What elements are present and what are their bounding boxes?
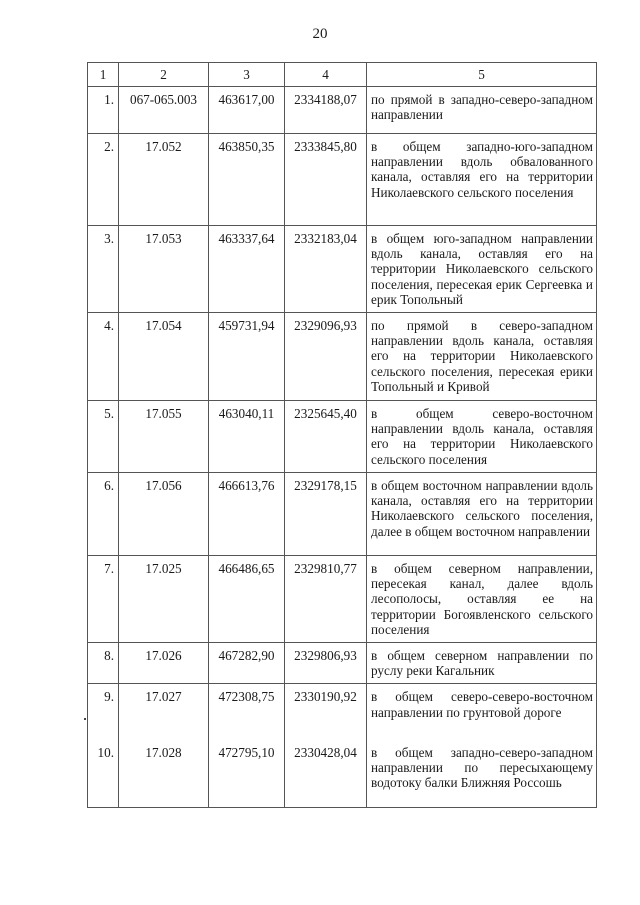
row-number: 3.	[88, 226, 119, 313]
point-code: 067-065.003	[119, 87, 209, 134]
table-row	[88, 556, 597, 643]
row-number: 8.	[88, 643, 119, 684]
header-cell-4: 4	[285, 63, 367, 87]
route-description: по прямой в северо-западном направлении вдоль канала, оставляя его на территории Николаевского сельского поселения, пересекая ерики Топольный и Кривой	[367, 313, 597, 401]
route-description: в общем северном направлении, пересекая канал, далее вдоль лесополосы, оставляя ее на территории Богоявленского сельского поселения	[367, 556, 597, 643]
coordinate-x: 466613,76	[209, 473, 285, 556]
coordinate-x: 463337,64	[209, 226, 285, 313]
coordinate-x: 463040,11	[209, 401, 285, 473]
route-description: в общем восточном направлении вдоль канала, оставляя его на территории Николаевского сельского поселения, далее в общем восточном направлении	[367, 473, 597, 556]
row-number: 10.	[88, 740, 119, 808]
coordinate-y: 2332183,04	[285, 226, 367, 313]
row-number: 2.	[88, 134, 119, 226]
margin-mark	[84, 718, 86, 720]
point-code: 17.056	[119, 473, 209, 556]
coordinate-y: 2330428,04	[285, 740, 367, 808]
point-code: 17.025	[119, 556, 209, 643]
page-number: 20	[312, 26, 328, 42]
point-code: 17.027	[119, 684, 209, 740]
route-description: в общем западно-юго-западном направлении вдоль обвалованного канала, оставляя его на территории Николаевского сельского поселения	[367, 134, 597, 226]
row-number: 6.	[88, 473, 119, 556]
coordinate-x: 463617,00	[209, 87, 285, 134]
table-row	[88, 473, 597, 556]
coordinate-x: 466486,65	[209, 556, 285, 643]
coordinate-x: 472308,75	[209, 684, 285, 740]
table-row	[88, 134, 597, 226]
table-row	[88, 684, 597, 740]
coordinate-y: 2334188,07	[285, 87, 367, 134]
coordinate-x: 467282,90	[209, 643, 285, 684]
header-cell-3: 3	[209, 63, 285, 87]
coordinate-y: 2329810,77	[285, 556, 367, 643]
table-row	[88, 643, 597, 684]
row-number: 9.	[88, 684, 119, 740]
coordinate-y: 2333845,80	[285, 134, 367, 226]
point-code: 17.054	[119, 313, 209, 401]
route-description: в общем западно-северо-западном направлении по пересыхающему водотоку балки Ближняя Россошь	[367, 740, 597, 808]
point-code: 17.026	[119, 643, 209, 684]
route-description: в общем северо-восточном направлении вдоль канала, оставляя его на территории Николаевского сельского поселения	[367, 401, 597, 473]
table-row	[88, 313, 597, 401]
row-number: 5.	[88, 401, 119, 473]
table-row	[88, 87, 597, 134]
route-description: в общем северо-северо-восточном направлении по грунтовой дороге	[367, 684, 597, 740]
coordinate-y: 2329178,15	[285, 473, 367, 556]
row-number: 1.	[88, 87, 119, 134]
coordinate-y: 2329096,93	[285, 313, 367, 401]
table-row	[88, 740, 597, 808]
coordinate-y: 2330190,92	[285, 684, 367, 740]
coordinate-x: 463850,35	[209, 134, 285, 226]
point-code: 17.052	[119, 134, 209, 226]
point-code: 17.053	[119, 226, 209, 313]
point-code: 17.028	[119, 740, 209, 808]
route-description: в общем северном направлении по руслу реки Кагальник	[367, 643, 597, 684]
row-number: 7.	[88, 556, 119, 643]
header-cell-5: 5	[367, 63, 597, 87]
header-cell-2: 2	[119, 63, 209, 87]
point-code: 17.055	[119, 401, 209, 473]
coordinate-y: 2325645,40	[285, 401, 367, 473]
boundary-table	[87, 62, 597, 808]
table-row	[88, 401, 597, 473]
route-description: по прямой в западно-северо-западном направлении	[367, 87, 597, 134]
table-row	[88, 226, 597, 313]
coordinate-x: 472795,10	[209, 740, 285, 808]
coordinate-x: 459731,94	[209, 313, 285, 401]
row-number: 4.	[88, 313, 119, 401]
coordinate-y: 2329806,93	[285, 643, 367, 684]
table-header-row	[88, 63, 597, 87]
header-cell-1: 1	[88, 63, 119, 87]
route-description: в общем юго-западном направлении вдоль канала, оставляя его на территории Николаевского сельского поселения, пересекая ерик Сергеевка и ерик Топольный	[367, 226, 597, 313]
